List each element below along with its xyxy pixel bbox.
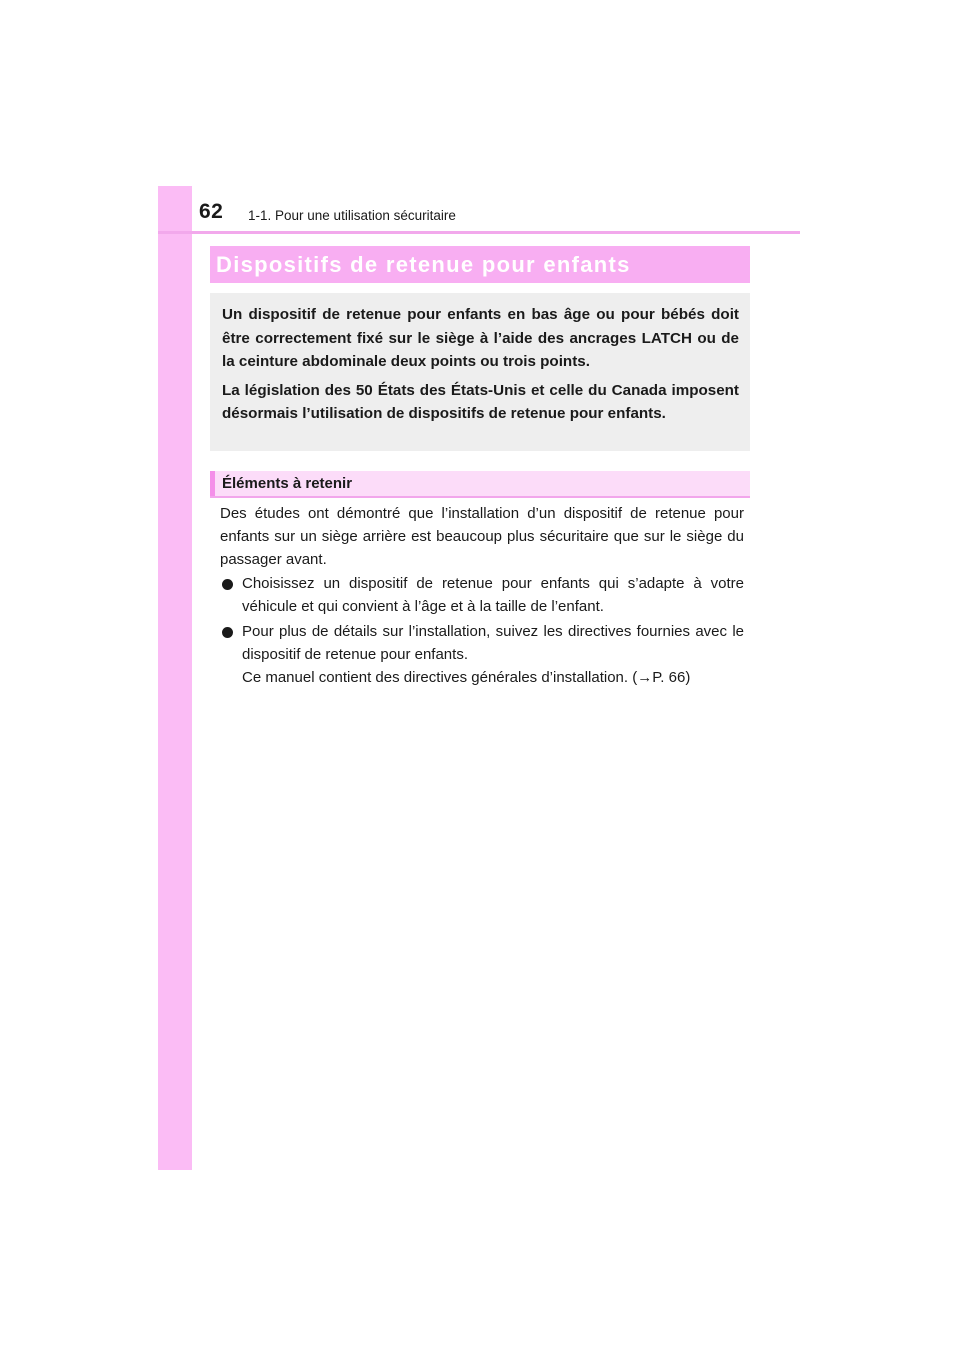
page-number: 62	[199, 200, 224, 223]
page-ref-arrow-icon: →	[637, 668, 653, 686]
bullet-item	[220, 621, 744, 689]
summary-paragraph: Un dispositif de retenue pour enfants en bas âge ou pour bébés doit être correctement fixé sur le siège à l’aide des ancrages LATCH ou de la ceinture abdominale deux points ou trois points.	[222, 306, 739, 370]
subsection-accent	[210, 471, 215, 496]
bullet-note	[242, 667, 744, 690]
summary-box	[210, 293, 750, 451]
summary-paragraph: La législation des 50 États des États-Unis et celle du Canada imposent désormais l’utilisation de dispositifs de retenue pour enfants.	[222, 381, 739, 422]
bullet-dot-icon	[222, 627, 233, 638]
bullet-text: Pour plus de détails sur l’installation, suivez les directives fournies avec le dispositif de retenue pour enfants.	[242, 622, 744, 663]
subsection-title: Éléments à retenir	[222, 475, 353, 492]
bullet-dot-icon	[222, 579, 233, 590]
intro-paragraph: Des études ont démontré que l’installation d’un dispositif de retenue pour enfants sur un siège arrière est beaucoup plus sécuritaire que sur le siège du passager avant.	[220, 505, 744, 568]
bullet-item	[220, 573, 744, 619]
section-title-bar	[210, 246, 750, 283]
section-title: Dispositifs de retenue pour enfants	[216, 252, 631, 277]
body-text	[220, 503, 744, 689]
bullet-text: Choisissez un dispositif de retenue pour enfants qui s’adapte à votre véhicule et qui convient à l’âge et à la taille de l’enfant.	[242, 575, 744, 616]
subsection-heading-bar	[210, 471, 750, 498]
chapter-side-tab	[158, 186, 192, 1170]
note-suffix: )	[685, 668, 691, 686]
running-header: 1-1. Pour une utilisation sécuritaire	[248, 208, 456, 223]
note-text: Ce manuel contient des directives générales d’installation. (	[242, 668, 638, 686]
header-rule	[158, 231, 800, 234]
page-reference-link[interactable]: P. 66	[652, 668, 686, 686]
